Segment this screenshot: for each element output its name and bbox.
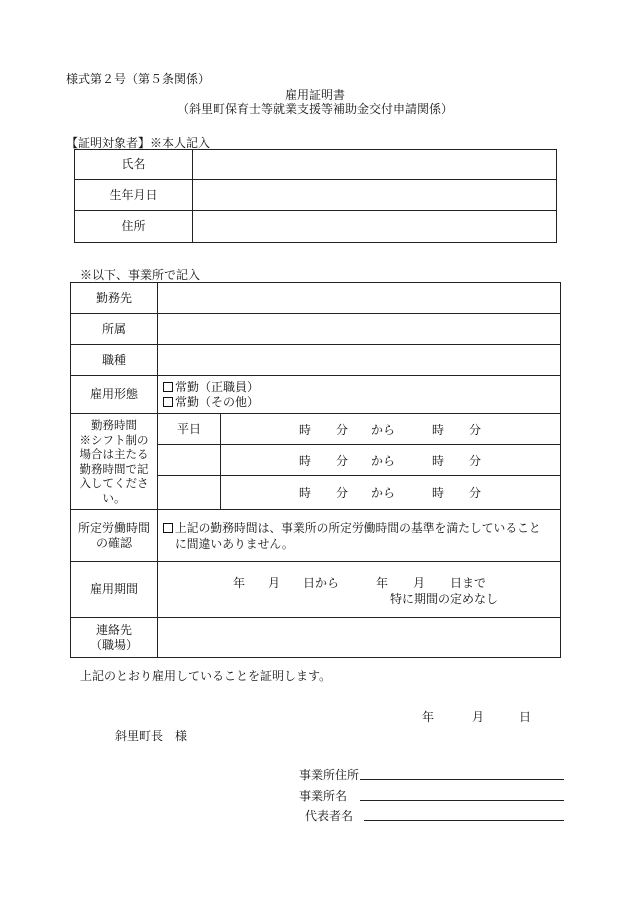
day-type-field-2[interactable] [158, 445, 221, 476]
start-minute-unit: 分 [336, 486, 349, 500]
no-fixed-period-text: 特に期間の定めなし [390, 592, 499, 606]
job-type-row [71, 345, 561, 376]
certification-statement: 上記のとおり雇用していることを証明します。 [80, 669, 332, 683]
working-hours-row-1 [71, 414, 561, 445]
document-title: 雇用証明書 [284, 88, 345, 102]
affiliation-field[interactable] [158, 314, 561, 345]
end-hour-unit: 時 [432, 453, 445, 468]
period-start-month-unit: 月 [268, 576, 281, 590]
time-range-3[interactable] [221, 476, 561, 510]
birthdate-label: 生年月日 [75, 180, 193, 211]
time-range-1[interactable] [221, 414, 561, 445]
start-hour-unit: 時 [299, 453, 312, 468]
subject-row-birthdate [75, 180, 557, 211]
end-hour-unit: 時 [432, 486, 445, 500]
statutory-hours-statement[interactable]: 上記の勤務時間は、事業所の所定労働時間の基準を満たしていること に間違いありません。 [158, 510, 561, 562]
start-hour-unit: 時 [299, 486, 312, 500]
representative-label: 代表者名 [305, 809, 354, 823]
period-end-year-unit: 年 [376, 576, 389, 590]
employment-type-label: 雇用形態 [71, 376, 158, 414]
subject-section-heading: 【証明対象者】※本人記入 [66, 136, 211, 150]
checkbox-icon[interactable] [163, 523, 173, 533]
end-minute-unit: 分 [469, 422, 482, 437]
employer-section-heading: ※以下、事業所で記入 [80, 268, 201, 282]
affiliation-label: 所属 [71, 314, 158, 345]
employment-period-row [71, 562, 561, 618]
subject-table [74, 149, 557, 243]
employer-table [70, 282, 561, 658]
business-address-line[interactable] [360, 779, 564, 780]
end-minute-unit: 分 [469, 486, 482, 500]
option-fulltime-regular[interactable]: 常勤（正職員） [163, 380, 560, 395]
time-range-2[interactable] [221, 445, 561, 476]
workplace-row [71, 283, 561, 314]
workplace-label: 勤務先 [71, 283, 158, 314]
job-type-field[interactable] [158, 345, 561, 376]
working-hours-label: 勤務時間 ※シフト制の 場合は主たる 勤務時間で記 入してくださ い。 [71, 414, 158, 510]
business-name-label: 事業所名 [299, 789, 348, 803]
contact-label: 連絡先 （職場） [71, 618, 158, 658]
name-label: 氏名 [75, 150, 193, 180]
job-type-label: 職種 [71, 345, 158, 376]
subject-row-name [75, 150, 557, 180]
cert-year-unit: 年 [422, 710, 435, 724]
name-field[interactable] [193, 150, 557, 180]
employment-type-options [158, 376, 561, 414]
period-end-month-unit: 月 [413, 576, 426, 590]
start-minute-unit: 分 [336, 453, 349, 468]
document-subtitle: （斜里町保育士等就業支援等補助金交付申請関係） [176, 102, 453, 116]
employment-type-row [71, 376, 561, 414]
day-type-field-3[interactable] [158, 476, 221, 510]
option-fulltime-other[interactable]: 常勤（その他） [163, 395, 560, 410]
employment-period-field[interactable] [158, 562, 561, 618]
checkbox-icon[interactable] [163, 382, 173, 392]
start-hour-unit: 時 [299, 422, 312, 437]
period-start-year-unit: 年 [233, 576, 246, 590]
from-text: から [371, 453, 396, 468]
contact-field[interactable] [158, 618, 561, 658]
cert-month-unit: 月 [472, 710, 485, 724]
cert-day-unit: 日 [519, 710, 532, 724]
workplace-field[interactable] [158, 283, 561, 314]
addressee: 斜里町長 様 [115, 729, 188, 743]
statutory-hours-row [71, 510, 561, 562]
weekday-label: 平日 [158, 414, 221, 445]
business-name-line[interactable] [360, 800, 564, 801]
form-number: 様式第２号（第５条関係） [66, 72, 211, 86]
end-minute-unit: 分 [469, 453, 482, 468]
address-label: 住所 [75, 211, 193, 243]
address-field[interactable] [193, 211, 557, 243]
period-start-day-unit: 日から [303, 576, 340, 590]
birthdate-field[interactable] [193, 180, 557, 211]
business-address-label: 事業所住所 [299, 768, 360, 782]
period-end-day-unit: 日まで [450, 576, 487, 590]
end-hour-unit: 時 [432, 422, 445, 437]
employment-period-label: 雇用期間 [71, 562, 158, 618]
start-minute-unit: 分 [336, 422, 349, 437]
from-text: から [371, 486, 396, 500]
affiliation-row [71, 314, 561, 345]
representative-line[interactable] [364, 820, 564, 821]
checkbox-icon[interactable] [163, 397, 173, 407]
subject-row-address [75, 211, 557, 243]
statutory-hours-label: 所定労働時間 の確認 [71, 510, 158, 562]
from-text: から [371, 422, 396, 437]
contact-row [71, 618, 561, 658]
